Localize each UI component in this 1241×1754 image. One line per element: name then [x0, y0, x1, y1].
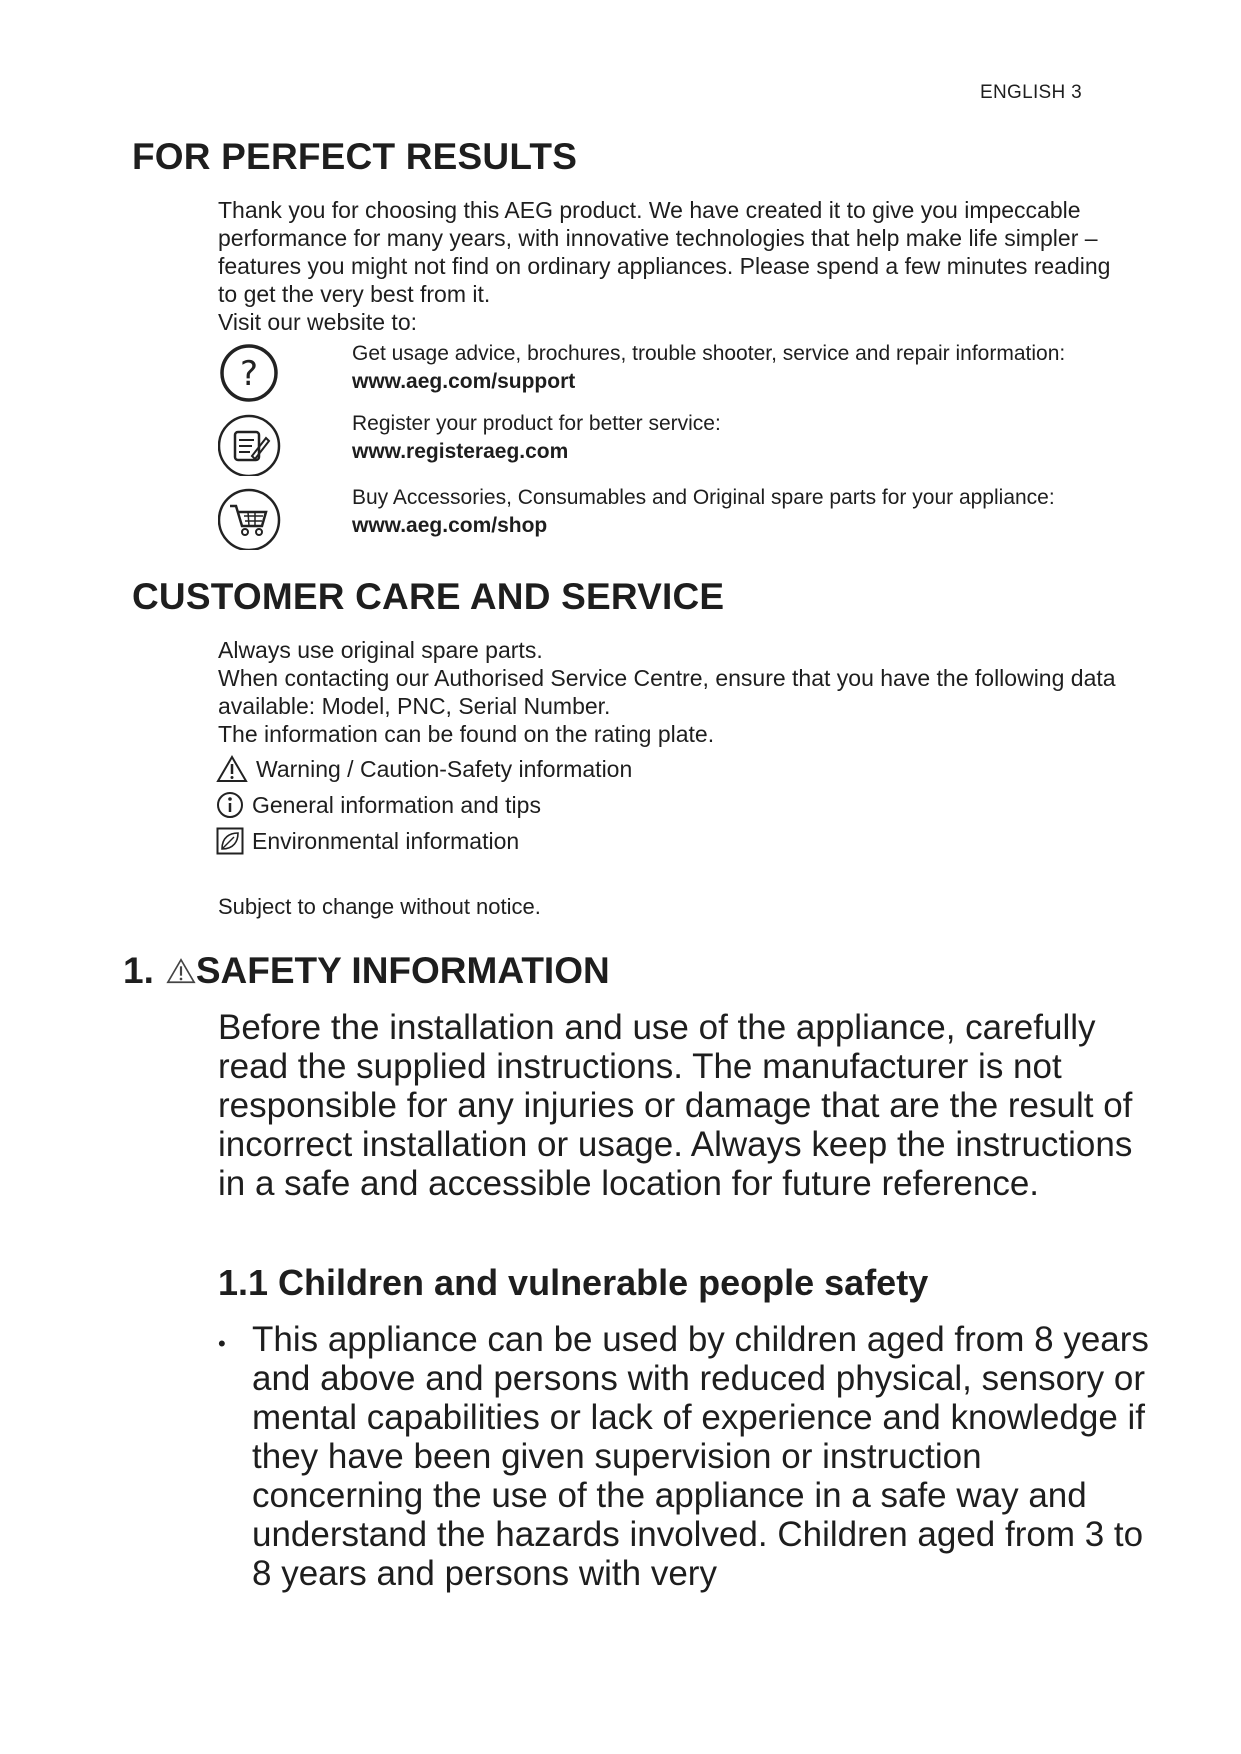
legend-info — [216, 789, 541, 821]
legend-environment — [216, 825, 519, 857]
register-link[interactable]: www.registeraeg.com — [352, 440, 569, 463]
warning-icon — [216, 755, 248, 783]
support-link[interactable]: www.aeg.com/support — [352, 370, 576, 393]
question-icon — [218, 340, 284, 406]
page-number-label: ENGLISH 3 — [980, 82, 1082, 103]
legend-environment-text: Environmental information — [252, 827, 520, 854]
customer-care-paragraph — [218, 636, 1118, 748]
care-line-1: Always use original spare parts. — [218, 637, 543, 663]
warning-icon — [166, 957, 196, 985]
section-title-customer-care: CUSTOMER CARE AND SERVICE — [132, 576, 725, 617]
register-row — [218, 410, 1218, 482]
subsection-title-children: 1.1 Children and vulnerable people safety — [218, 1262, 929, 1303]
leaf-icon — [216, 827, 244, 855]
intro-paragraph — [218, 196, 1118, 336]
change-notice: Subject to change without notice. — [218, 894, 541, 919]
legend-info-text: General information and tips — [252, 791, 541, 818]
bullet-children-text: This appliance can be used by children aged from 8 years and above and persons with reduced physical, sensory or mental capabilities or lack of experience and knowledge if they have been given supervision or instruction concerning the use of the appliance in a safe way and understand the hazards involved. Children aged from 3 to 8 years and persons with very — [252, 1320, 1149, 1593]
care-line-2: When contacting our Authorised Service Centre, ensure that you have the following data available: Model, PNC, Serial Number. — [218, 665, 1116, 719]
safety-intro: Before the installation and use of the appliance, carefully read the supplied instructions. The manufacturer is not responsible for any injuries or damage that are the result of incorrect installation or usage. Always keep the instructions in a safe and accessible location for future reference. — [218, 1008, 1133, 1203]
support-description: Get usage advice, brochures, trouble shooter, service and repair information: — [352, 342, 1066, 365]
intro-text: Thank you for choosing this AEG product. We have created it to give you impeccable performance for many years, with innovative technologies that help make life simpler – features you might not find on ordinary appliances. Please spend a few minutes reading to get the very best from it. — [218, 197, 1111, 307]
legend-warning-text: Warning / Caution-Safety information — [256, 755, 633, 782]
shop-description: Buy Accessories, Consumables and Original spare parts for your appliance: — [352, 486, 1055, 509]
cart-icon — [218, 484, 284, 550]
register-icon — [218, 410, 284, 476]
shop-row — [218, 484, 1218, 556]
safety-section-title: SAFETY INFORMATION — [195, 950, 610, 991]
bullet-marker: • — [218, 1331, 226, 1356]
visit-text: Visit our website to: — [218, 309, 418, 335]
legend-warning — [216, 753, 632, 785]
register-description: Register your product for better service: — [352, 412, 721, 435]
shop-link[interactable]: www.aeg.com/shop — [352, 514, 548, 537]
safety-section-number: 1. — [123, 950, 154, 991]
care-line-3: The information can be found on the rating plate. — [218, 721, 715, 747]
section-title-safety — [123, 950, 610, 992]
support-row — [218, 340, 1218, 412]
section-title-perfect-results: FOR PERFECT RESULTS — [132, 136, 578, 177]
info-icon — [216, 791, 244, 819]
svg-text:?: ? — [239, 354, 259, 394]
